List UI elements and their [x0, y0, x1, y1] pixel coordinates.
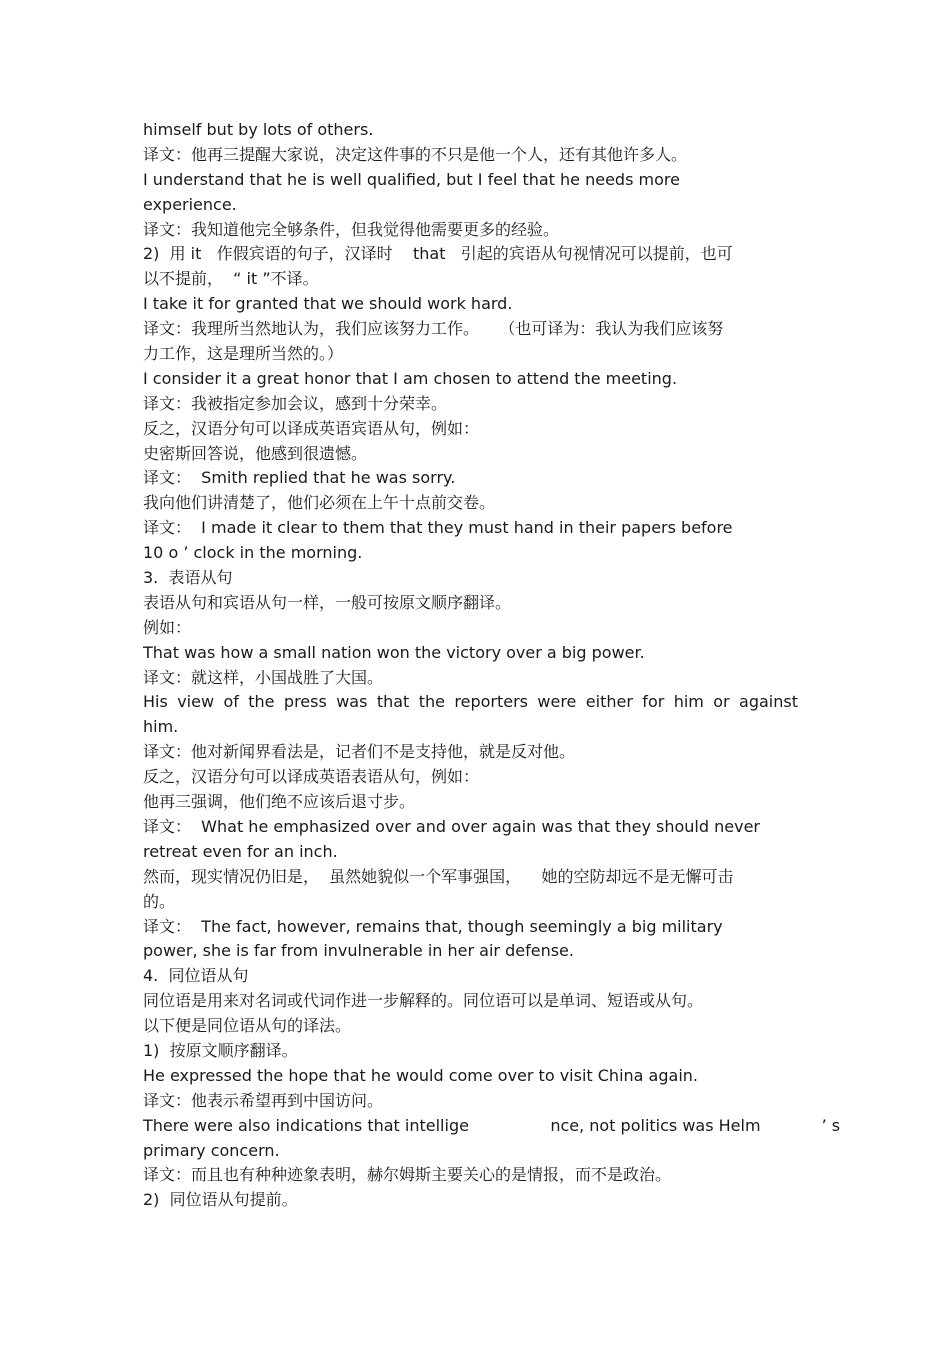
text-line: 译文：他表示希望再到中国访问。 [143, 1090, 384, 1110]
text-line: 译文：他再三提醒大家说，决定这件事的不只是他一个人，还有其他许多人。 [143, 144, 688, 164]
text-line: 译文： What he emphasized over and over again was that they should never [143, 816, 760, 836]
text-line: 例如： [143, 617, 192, 637]
document-body [143, 118, 841, 1213]
text-line: There were also indications that intellige nce, not politics was Helm ’ s [143, 1115, 841, 1135]
text-line: 2) 用 it 作假宾语的句子，汉译时 that 引起的宾语从句视情况可以提前，也可 [143, 244, 733, 264]
text-line: 译文：我被指定参加会议，感到十分荣幸。 [143, 393, 448, 413]
text-line: 反之，汉语分句可以译成英语表语从句，例如： [143, 767, 480, 787]
text-line: 1) 按原文顺序翻译。 [143, 1040, 298, 1060]
text-line: His view of the press was that the reporters were either for him or against [143, 692, 798, 712]
text-line: 译文：就这样，小国战胜了大国。 [143, 667, 384, 687]
text-line: 译文： The fact, however, remains that, though seemingly a big military [143, 916, 723, 936]
text-line: 反之，汉语分句可以译成英语宾语从句，例如： [143, 418, 480, 438]
text-line: That was how a small nation won the victory over a big power. [143, 642, 645, 662]
text-line: 同位语是用来对名词或代词作进一步解释的。同位语可以是单词、短语或从句。 [143, 991, 704, 1011]
text-line: 以下便是同位语从句的译法。 [143, 1016, 352, 1036]
text-line: 力工作，这是理所当然的。） [143, 344, 344, 364]
section-heading: 4. 同位语从句 [143, 966, 249, 986]
text-line: power, she is far from invulnerable in her air defense. [143, 941, 574, 961]
text-line: 译文：他对新闻界看法是，记者们不是支持他，就是反对他。 [143, 742, 576, 762]
text-line: 2) 同位语从句提前。 [143, 1190, 298, 1210]
section-heading: 3. 表语从句 [143, 568, 233, 588]
text-line: 译文： I made it clear to them that they must hand in their papers before [143, 518, 733, 538]
text-line: 译文：而且也有种种迹象表明，赫尔姆斯主要关心的是情报，而不是政治。 [143, 1165, 672, 1185]
text-line: retreat even for an inch. [143, 841, 338, 861]
text-line: 他再三强调，他们绝不应该后退寸步。 [143, 792, 416, 812]
text-line: 10 o ’ clock in the morning. [143, 543, 363, 563]
text-line: He expressed the hope that he would come over to visit China again. [143, 1065, 698, 1085]
text-line: 译文： Smith replied that he was sorry. [143, 468, 456, 488]
text-line: 史密斯回答说，他感到很遗憾。 [143, 443, 368, 463]
text-line: himself but by lots of others. [143, 120, 374, 139]
text-line: 然而，现实情况仍旧是， 虽然她貌似一个军事强国， 她的空防却远不是无懈可击 [143, 866, 734, 886]
text-line: experience. [143, 194, 237, 214]
text-line: primary concern. [143, 1140, 280, 1160]
text-line: 译文：我理所当然地认为，我们应该努力工作。 （也可译为：我认为我们应该努 [143, 319, 724, 339]
text-line: I understand that he is well qualified, but I feel that he needs more [143, 169, 680, 189]
text-line: 以不提前， “ it ”不译。 [143, 269, 319, 289]
text-line: 译文：我知道他完全够条件，但我觉得他需要更多的经验。 [143, 219, 560, 239]
text-line: 的。 [143, 891, 176, 911]
text-line: I consider it a great honor that I am chosen to attend the meeting. [143, 368, 678, 388]
text-line: him. [143, 717, 179, 737]
text-line: I take it for granted that we should work hard. [143, 294, 513, 314]
text-line: 表语从句和宾语从句一样，一般可按原文顺序翻译。 [143, 592, 512, 612]
text-line: 我向他们讲清楚了，他们必须在上午十点前交卷。 [143, 493, 496, 513]
